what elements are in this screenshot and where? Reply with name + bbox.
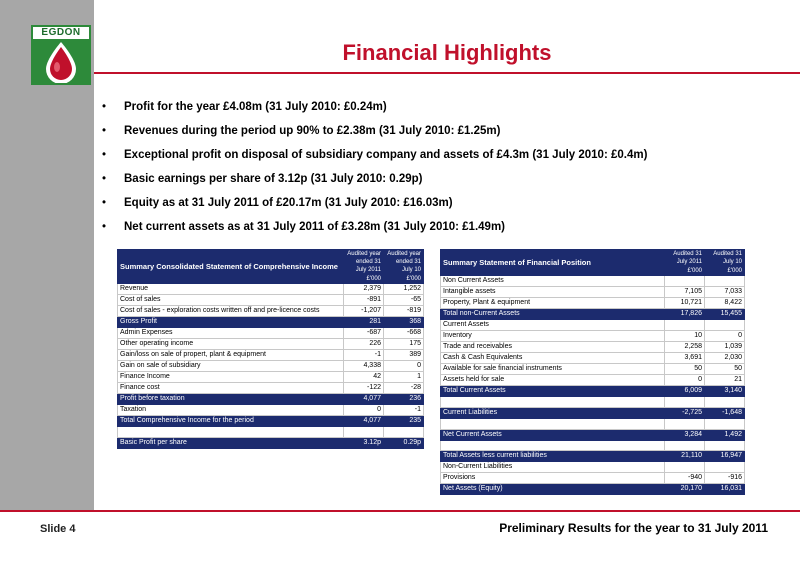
row-value <box>665 418 705 429</box>
table-row <box>118 427 424 438</box>
row-value: 15,455 <box>705 309 745 320</box>
income-statement-table <box>117 249 424 449</box>
column-header: Audited 31 July 10 <box>705 250 745 267</box>
unit-label: £'000 <box>344 275 384 284</box>
row-label: Other operating income <box>118 339 344 350</box>
table-row <box>441 484 745 495</box>
bullet-item: • Net current assets as at 31 July 2011 of £3.28m (31 July 2010: £1.49m) <box>102 220 782 244</box>
footer-divider <box>0 510 800 512</box>
table-title: Summary Statement of Financial Position <box>441 250 665 276</box>
table-row <box>441 407 745 418</box>
table-row <box>441 298 745 309</box>
table-row <box>441 429 745 440</box>
row-label: Total Comprehensive Income for the period <box>118 416 344 427</box>
slide-number: Slide 4 <box>40 523 76 535</box>
row-label: Gain/loss on sale of propert, plant & equipment <box>118 350 344 361</box>
row-label: Gain on sale of subsidiary <box>118 361 344 372</box>
row-label: Cash & Cash Equivalents <box>441 353 665 364</box>
row-label: Revenue <box>118 284 344 295</box>
row-label <box>118 427 344 438</box>
financial-position-table <box>440 249 745 495</box>
row-label: Current Assets <box>441 320 665 331</box>
table-row <box>441 462 745 473</box>
row-value: -819 <box>384 306 424 317</box>
row-label: Current Liabilities <box>441 407 665 418</box>
column-header: Audited year ended 31 July 2011 <box>344 250 384 275</box>
row-label: Finance cost <box>118 383 344 394</box>
column-header: Audited year ended 31 July 10 <box>384 250 424 275</box>
egdon-logo <box>31 25 91 85</box>
row-value: 6,009 <box>665 386 705 397</box>
logo-text: EGDON <box>33 27 89 39</box>
row-label <box>441 440 665 451</box>
row-value: -2,725 <box>665 407 705 418</box>
row-value: 3,691 <box>665 353 705 364</box>
table-row <box>441 364 745 375</box>
row-value: -1 <box>384 405 424 416</box>
row-value: 236 <box>384 394 424 405</box>
row-value: 4,077 <box>344 416 384 427</box>
table-row <box>441 386 745 397</box>
row-value: 0 <box>705 331 745 342</box>
oil-drop-icon <box>33 39 89 83</box>
row-value <box>705 320 745 331</box>
row-value: 20,170 <box>665 484 705 495</box>
table-row <box>118 284 424 295</box>
column-header: Audited 31 July 2011 <box>665 250 705 267</box>
row-value: 16,031 <box>705 484 745 495</box>
table-row <box>118 328 424 339</box>
row-label: Inventory <box>441 331 665 342</box>
row-value: -1 <box>344 350 384 361</box>
row-value: 50 <box>665 364 705 375</box>
row-value <box>384 427 424 438</box>
row-label: Cost of sales <box>118 295 344 306</box>
table-row <box>118 394 424 405</box>
row-value: 8,422 <box>705 298 745 309</box>
row-value: 10 <box>665 331 705 342</box>
row-value: -1,648 <box>705 407 745 418</box>
row-value: 3,284 <box>665 429 705 440</box>
row-value: 0.29p <box>384 437 424 448</box>
row-value <box>705 276 745 287</box>
row-value <box>705 440 745 451</box>
row-value <box>705 397 745 408</box>
row-value <box>665 462 705 473</box>
row-value <box>665 320 705 331</box>
row-value: 281 <box>344 317 384 328</box>
row-value: 17,826 <box>665 309 705 320</box>
row-value: -1,207 <box>344 306 384 317</box>
row-value: -687 <box>344 328 384 339</box>
row-value: 42 <box>344 372 384 383</box>
table-row <box>118 295 424 306</box>
bullet-item: • Basic earnings per share of 3.12p (31 July 2010: 0.29p) <box>102 172 782 196</box>
row-value: 1 <box>384 372 424 383</box>
row-label: Non-Current Liabilities <box>441 462 665 473</box>
row-label: Net Current Assets <box>441 429 665 440</box>
row-value <box>705 418 745 429</box>
table-row <box>441 309 745 320</box>
title-underline <box>94 72 800 74</box>
row-value: -916 <box>705 473 745 484</box>
row-value: 7,105 <box>665 287 705 298</box>
unit-label: £'000 <box>705 267 745 276</box>
row-value: -668 <box>384 328 424 339</box>
row-value: 4,338 <box>344 361 384 372</box>
row-value: -891 <box>344 295 384 306</box>
table-row <box>118 372 424 383</box>
row-value: -122 <box>344 383 384 394</box>
row-value <box>665 440 705 451</box>
row-value: 226 <box>344 339 384 350</box>
row-label: Trade and receivables <box>441 342 665 353</box>
row-value <box>665 397 705 408</box>
table-row <box>118 416 424 427</box>
row-label: Cost of sales - exploration costs written off and pre-licence costs <box>118 306 344 317</box>
table-row <box>118 361 424 372</box>
row-value: 7,033 <box>705 287 745 298</box>
row-label <box>441 397 665 408</box>
row-value: 0 <box>665 375 705 386</box>
row-value <box>705 462 745 473</box>
row-label: Net Assets (Equity) <box>441 484 665 495</box>
bullet-item: • Revenues during the period up 90% to £2.38m (31 July 2010: £1.25m) <box>102 124 782 148</box>
row-value: 0 <box>344 405 384 416</box>
table-row <box>441 451 745 462</box>
row-value: 235 <box>384 416 424 427</box>
row-label: Profit before taxation <box>118 394 344 405</box>
row-label: Finance Income <box>118 372 344 383</box>
row-value: 3.12p <box>344 437 384 448</box>
table-row <box>441 375 745 386</box>
row-value <box>665 276 705 287</box>
row-value: 2,030 <box>705 353 745 364</box>
table-row <box>441 397 745 408</box>
table-row <box>118 383 424 394</box>
row-label: Admin Expenses <box>118 328 344 339</box>
table-row <box>118 405 424 416</box>
table-row <box>441 473 745 484</box>
bullet-item: • Exceptional profit on disposal of subsidiary company and assets of £4.3m (31 July 2010: £0.4m) <box>102 148 782 172</box>
row-value: 2,379 <box>344 284 384 295</box>
table-title: Summary Consolidated Statement of Comprehensive Income <box>118 250 344 284</box>
table-row <box>441 342 745 353</box>
row-label: Non Current Assets <box>441 276 665 287</box>
row-label: Assets held for sale <box>441 375 665 386</box>
table-row <box>118 350 424 361</box>
row-value: 1,492 <box>705 429 745 440</box>
row-label: Total Current Assets <box>441 386 665 397</box>
row-label: Basic Profit per share <box>118 437 344 448</box>
row-value: -940 <box>665 473 705 484</box>
row-value: 4,077 <box>344 394 384 405</box>
row-value: 2,258 <box>665 342 705 353</box>
row-value: 21,110 <box>665 451 705 462</box>
table-row <box>118 339 424 350</box>
row-value: 16,947 <box>705 451 745 462</box>
unit-label: £'000 <box>665 267 705 276</box>
row-value: 21 <box>705 375 745 386</box>
row-value: -28 <box>384 383 424 394</box>
bullet-item: • Profit for the year £4.08m (31 July 2010: £0.24m) <box>102 100 782 124</box>
table-row <box>441 353 745 364</box>
row-value: 0 <box>384 361 424 372</box>
row-label: Intangible assets <box>441 287 665 298</box>
table-row <box>441 320 745 331</box>
table-row <box>118 306 424 317</box>
row-value: 10,721 <box>665 298 705 309</box>
row-label <box>441 418 665 429</box>
table-row <box>441 331 745 342</box>
row-value: 1,039 <box>705 342 745 353</box>
row-value: 389 <box>384 350 424 361</box>
row-value <box>344 427 384 438</box>
row-value: -65 <box>384 295 424 306</box>
unit-label: £'000 <box>384 275 424 284</box>
row-value: 175 <box>384 339 424 350</box>
row-label: Provisions <box>441 473 665 484</box>
footer-caption: Preliminary Results for the year to 31 July 2011 <box>499 521 768 535</box>
row-label: Total Assets less current liabilities <box>441 451 665 462</box>
table-row <box>118 437 424 448</box>
table-row <box>118 317 424 328</box>
row-label: Taxation <box>118 405 344 416</box>
row-label: Property, Plant & equipment <box>441 298 665 309</box>
highlights-list <box>102 100 782 244</box>
row-label: Total non-Current Assets <box>441 309 665 320</box>
row-value: 3,140 <box>705 386 745 397</box>
row-label: Available for sale financial instruments <box>441 364 665 375</box>
row-value: 1,252 <box>384 284 424 295</box>
page-title: Financial Highlights <box>342 40 552 65</box>
row-value: 368 <box>384 317 424 328</box>
table-row <box>441 418 745 429</box>
row-label: Gross Profit <box>118 317 344 328</box>
table-row <box>441 287 745 298</box>
table-row <box>441 440 745 451</box>
row-value: 50 <box>705 364 745 375</box>
bullet-item: • Equity as at 31 July 2011 of £20.17m (31 July 2010: £16.03m) <box>102 196 782 220</box>
table-row <box>441 276 745 287</box>
